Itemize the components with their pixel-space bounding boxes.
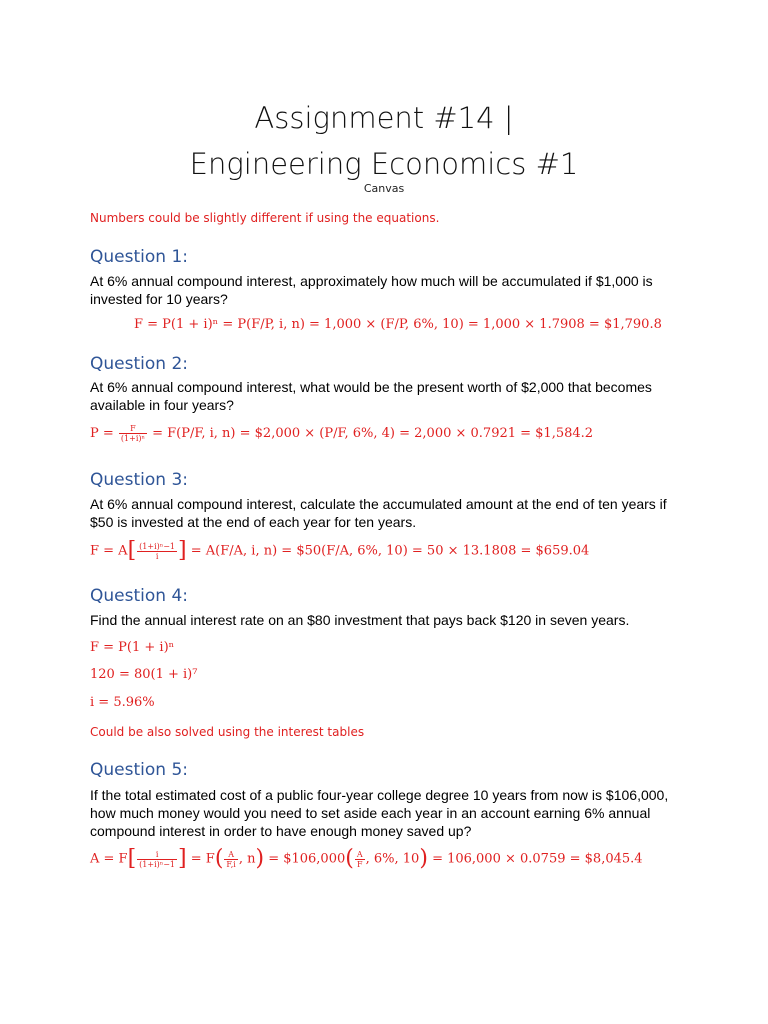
q2-frac-num: F [119, 424, 147, 434]
question-4-eq-line1: F = P(1 + i)ⁿ [90, 640, 175, 655]
q5-close-paren-1: ) [255, 846, 265, 871]
q3-close-bracket: ] [178, 538, 187, 563]
q5-eq-mid2: , n [238, 851, 256, 867]
question-4-note: Could be also solved using the interest tables [90, 725, 365, 739]
q5-close-bracket: ] [178, 846, 187, 871]
q5-eq-mid4: , 6%, 10 [365, 851, 420, 867]
document-subtitle: Canvas [363, 182, 405, 195]
question-4-text: Find the annual interest rate on an $80 investment that pays back $120 in seven years. [90, 612, 630, 628]
q3-eq-lhs: F = A [90, 543, 128, 559]
q5-frac1-den: (1+i)ⁿ−1 [139, 859, 176, 869]
question-2-heading: Question 2: [90, 354, 188, 374]
q2-frac-den: (1+i)ⁿ [120, 434, 145, 443]
question-4-eq-line2: 120 = 80(1 + i)⁷ [90, 667, 198, 682]
q5-frac2-den: F,i [226, 859, 236, 869]
question-4-eq-line3: i = 5.96% [90, 695, 155, 710]
q3-open-bracket: [ [127, 538, 137, 563]
question-1-heading: Question 1: [90, 247, 188, 267]
q3-eq-rhs: = A(F/A, i, n) = $50(F/A, 6%, 10) = 50 × 13.1808 = $659.04 [190, 543, 590, 559]
q5-eq-mid1: = F [190, 851, 215, 867]
question-5-text: If the total estimated cost of a public four-year college degree 10 years from now is $106,000, how much money would you need to set aside each year in an account earning 6% annual compound interest in order to have enough money saved up? [90, 787, 669, 839]
question-4-heading: Question 4: [90, 586, 188, 606]
q5-fraction-2 [224, 850, 237, 869]
question-3-equation [90, 540, 589, 562]
q5-open-paren-1: ( [214, 846, 224, 871]
q5-frac1-num: i [137, 850, 177, 860]
document-title-line1: Assignment #14 | [254, 101, 514, 135]
question-2-equation [90, 424, 593, 443]
question-5-heading: Question 5: [90, 760, 188, 780]
q5-open-bracket: [ [127, 846, 137, 871]
q2-fraction [119, 424, 147, 443]
q5-eq-rhs: = 106,000 × 0.0759 = $8,045.4 [432, 851, 643, 867]
question-3-heading: Question 3: [90, 470, 188, 490]
q5-open-paren-2: ( [345, 846, 354, 871]
question-1-equation: F = P(1 + i)ⁿ = P(F/P, i, n) = 1,000 × (F/P, 6%, 10) = 1,000 × 1.7908 = $1,790.8 [134, 317, 662, 332]
top-note: Numbers could be slightly different if using the equations. [90, 211, 440, 225]
question-2-text: At 6% annual compound interest, what would be the present worth of $2,000 that becomes available in four years? [90, 379, 652, 413]
question-5-equation [90, 848, 643, 870]
q5-eq-lhs: A = F [90, 851, 128, 867]
q5-fraction-3 [355, 850, 365, 869]
question-1-text: At 6% annual compound interest, approximately how much will be accumulated if $1,000 is invested for 10 years? [90, 273, 653, 307]
q3-frac-den: i [155, 551, 159, 561]
q5-fraction-1 [137, 850, 177, 869]
q5-close-paren-2: ) [419, 846, 428, 871]
q2-eq-rhs: = F(P/F, i, n) = $2,000 × (P/F, 6%, 4) = 2,000 × 0.7921 = $1,584.2 [152, 426, 594, 441]
q2-eq-lhs: P = [90, 426, 114, 441]
q5-eq-mid3: = $106,000 [268, 851, 346, 867]
q3-frac-num: (1+i)ⁿ−1 [139, 541, 176, 551]
q5-frac3-num: A [356, 849, 363, 859]
q5-frac2-num: A [224, 850, 237, 860]
q5-frac3-den: F [356, 859, 363, 869]
q3-fraction [137, 542, 177, 561]
question-3-text: At 6% annual compound interest, calculate the accumulated amount at the end of ten years if $50 is invested at the end of each year for ten years. [90, 496, 667, 530]
document-title-line2: Engineering Economics #1 [189, 147, 579, 181]
